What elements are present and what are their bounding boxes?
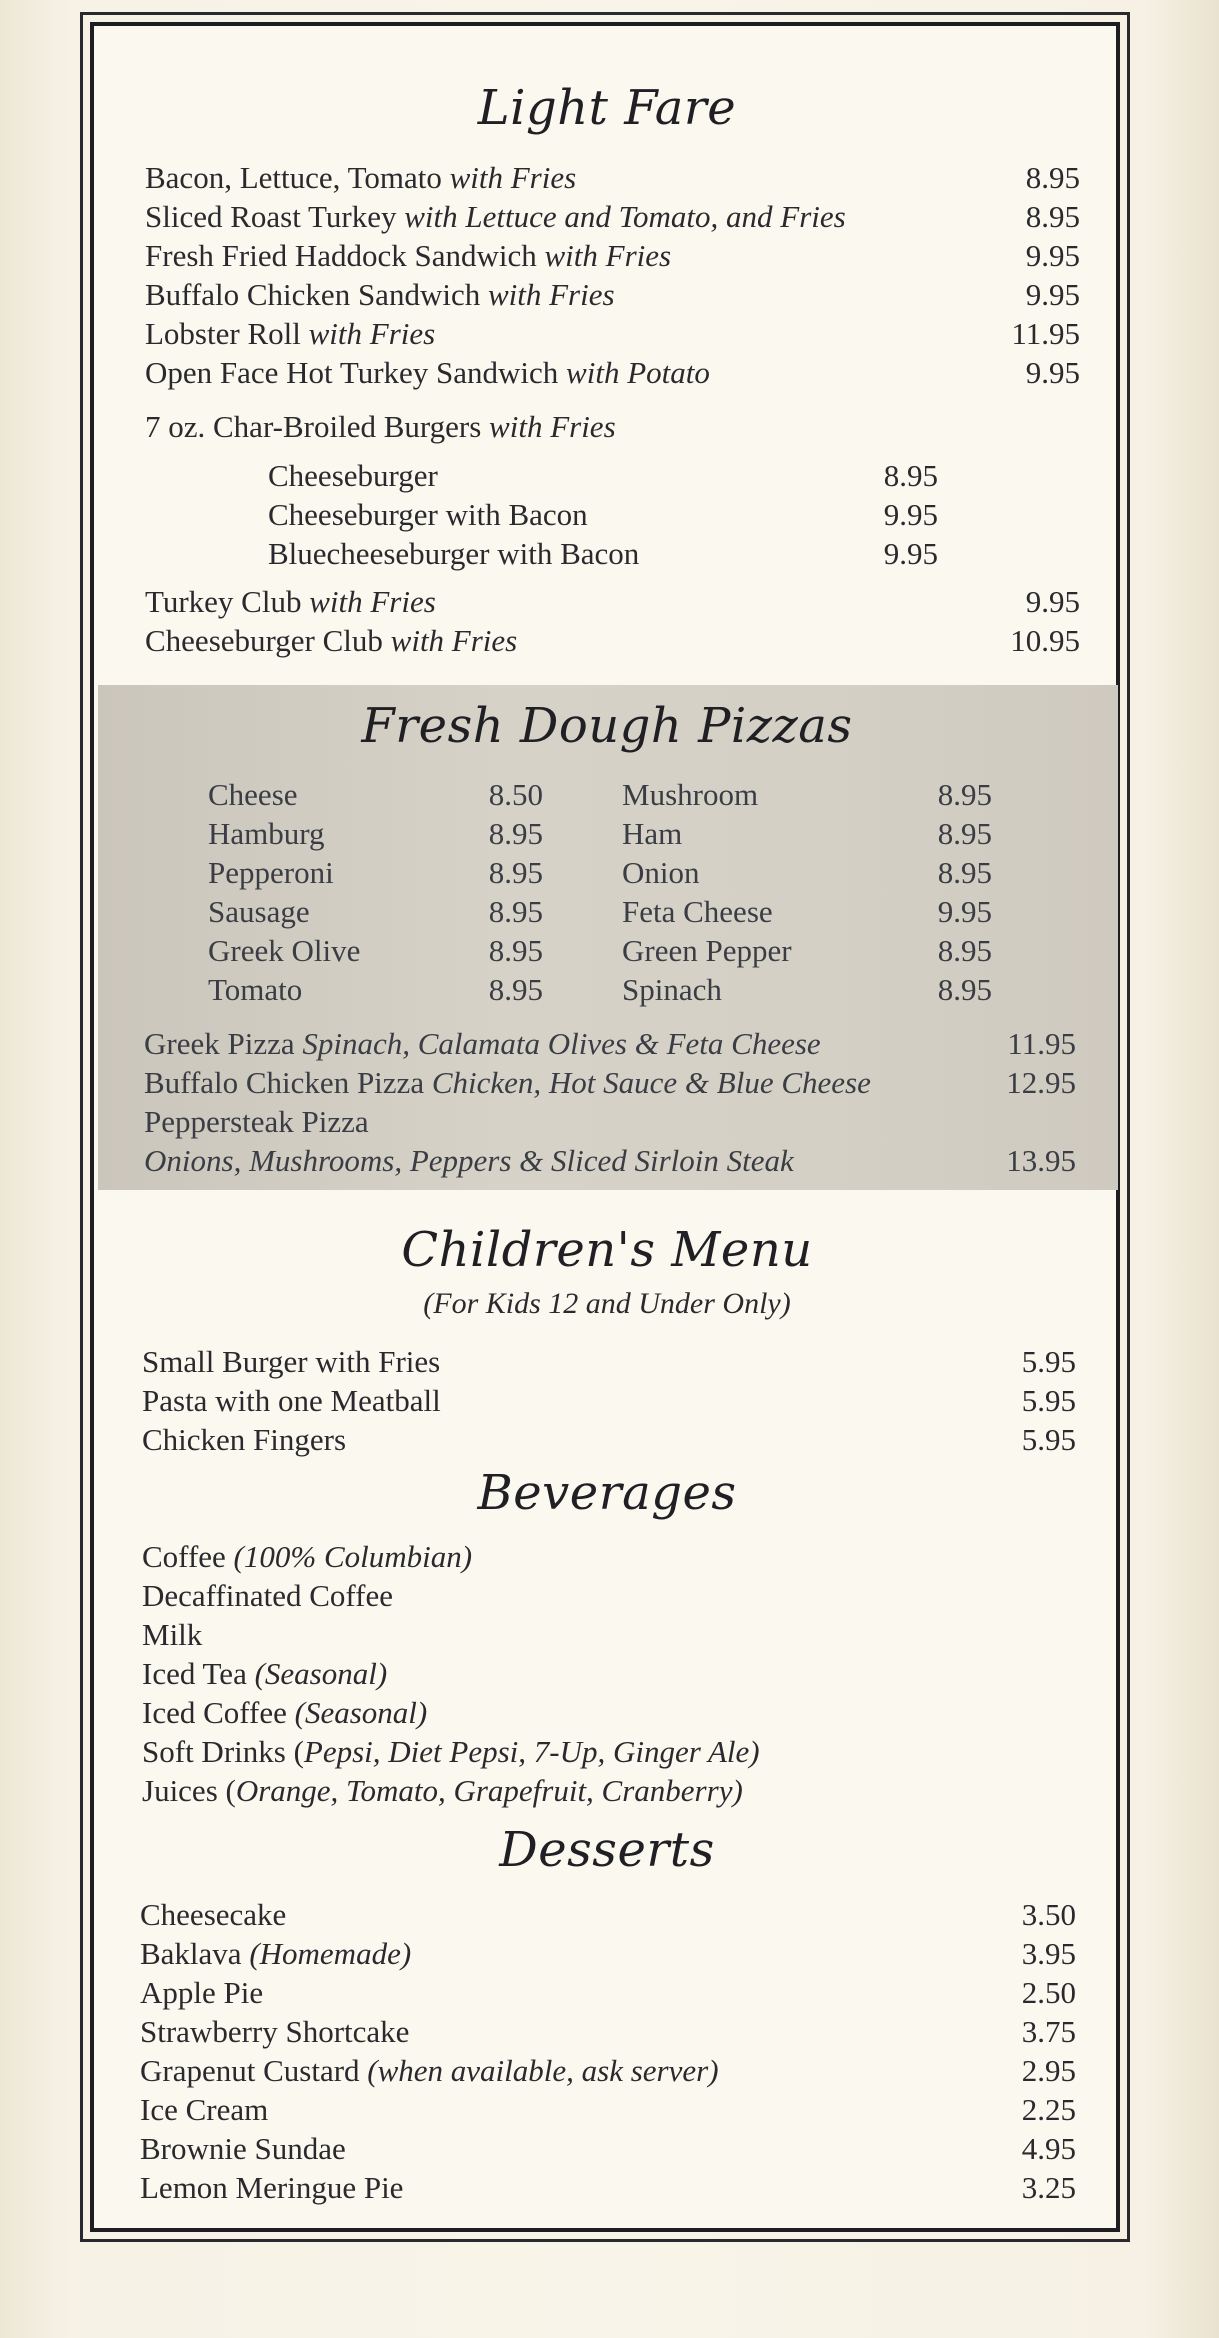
item-name: Pasta with one Meatball [142,1383,441,1418]
beverage-item [142,1655,387,1693]
item-desc: Onions, Mushrooms, Peppers & Sliced Sirloin Steak [144,1143,794,1178]
item-price: 8.95 [937,972,992,1007]
peppersteak-pizza-desc [144,1142,1076,1180]
beverage-item [142,1538,472,1576]
item-name: Coffee [142,1539,226,1574]
item-name: Apple Pie [140,1975,264,2010]
item-desc: with Fries [449,160,577,195]
menu-item [142,1421,1076,1459]
item-name: Peppersteak Pizza [144,1104,369,1139]
item-desc: (when available, ask server) [367,2053,719,2088]
item-name: Cheesecake [140,1897,287,1932]
item-name: Cheeseburger [268,458,438,493]
light-fare-title: Light Fare [477,80,737,136]
beverage-item [142,1616,202,1654]
item-name: Open Face Hot Turkey Sandwich [145,355,559,390]
item-price: 9.95 [1025,355,1080,390]
item-price: 8.95 [1025,160,1080,195]
item-price: 2.50 [1021,1975,1076,2010]
item-price: 8.95 [937,855,992,890]
item-price: 10.95 [1010,623,1080,658]
item-price: 11.95 [1011,316,1080,351]
item-desc: with Fries [308,316,436,351]
item-name: Cheeseburger Club [145,623,383,658]
specialty-pizza [144,1025,1076,1063]
beverage-item [142,1733,760,1771]
item-price: 9.95 [883,536,938,571]
menu-item [145,198,1080,236]
item-desc: Pepsi, Diet Pepsi, 7-Up, Ginger Ale) [303,1734,760,1769]
menu-item [140,2130,1076,2168]
menu-item [140,2013,1076,2051]
item-name: Cheeseburger with Bacon [268,497,588,532]
item-price: 2.25 [1021,2092,1076,2127]
menu-item [145,159,1080,197]
item-desc: Spinach, Calamata Olives & Feta Cheese [302,1026,821,1061]
item-name: Buffalo Chicken Pizza [144,1065,425,1100]
item-price: 5.95 [1021,1422,1076,1457]
menu-item [142,1343,1076,1381]
item-name: Soft Drinks ( [142,1734,304,1769]
item-price: 8.95 [488,855,543,890]
beverage-item [142,1694,427,1732]
pizza-item [622,932,992,970]
item-desc: with Fries [390,623,518,658]
beverage-item [142,1577,393,1615]
item-name: Grapenut Custard [140,2053,360,2088]
pizza-item [622,776,992,814]
item-desc: with Lettuce and Tomato, and Fries [404,199,846,234]
item-name: Feta Cheese [622,894,773,929]
peppersteak-pizza-name [144,1103,1076,1141]
item-price: 8.95 [488,933,543,968]
item-price: 5.95 [1021,1383,1076,1418]
item-name: Mushroom [622,777,759,812]
menu-item [140,2091,1076,2129]
item-price: 3.95 [1021,1936,1076,1971]
item-desc: (Seasonal) [254,1656,388,1691]
item-name: Sausage [208,894,310,929]
item-name: Lobster Roll [145,316,301,351]
burgers-heading [145,408,1080,446]
pizzas-title: Fresh Dough Pizzas [361,698,853,754]
item-name: Green Pepper [622,933,792,968]
item-name: Sliced Roast Turkey [145,199,397,234]
item-name: Buffalo Chicken Sandwich [145,277,481,312]
item-price: 8.95 [488,894,543,929]
item-name: Bluecheeseburger with Bacon [268,536,640,571]
item-price: 8.50 [488,777,543,812]
item-name: Lemon Meringue Pie [140,2170,404,2205]
item-name: Juices ( [142,1773,236,1808]
item-price: 9.95 [883,497,938,532]
item-name: Milk [142,1617,203,1652]
pizza-item [208,815,543,853]
item-name: Brownie Sundae [140,2131,346,2166]
item-name: Cheese [208,777,298,812]
item-name: Spinach [622,972,722,1007]
item-desc: with Potato [566,355,710,390]
item-price: 8.95 [937,933,992,968]
item-desc: Orange, Tomato, Grapefruit, Cranberry) [235,1773,743,1808]
item-price: 8.95 [1025,199,1080,234]
item-name: Bacon, Lettuce, Tomato [145,160,442,195]
pizza-item [622,815,992,853]
item-name: Greek Olive [208,933,361,968]
item-name: Iced Coffee [142,1695,287,1730]
menu-item [140,1974,1076,2012]
item-name: Ice Cream [140,2092,269,2127]
item-name: Ham [622,816,683,851]
item-name: Baklava [140,1936,242,1971]
item-name: Hamburg [208,816,325,851]
item-name: Iced Tea [142,1656,247,1691]
burger-item [268,496,938,534]
item-name: Greek Pizza [144,1026,295,1061]
desserts-title: Desserts [499,1822,715,1878]
item-price: 3.25 [1021,2170,1076,2205]
item-price: 9.95 [1025,584,1080,619]
burger-item [268,457,938,495]
item-price: 8.95 [488,972,543,1007]
item-price: 12.95 [1006,1065,1076,1100]
item-price: 8.95 [937,777,992,812]
pizza-item [208,932,543,970]
item-price: 11.95 [1007,1026,1076,1061]
item-price: 9.95 [937,894,992,929]
item-name: Fresh Fried Haddock Sandwich [145,238,537,273]
item-price: 9.95 [1025,238,1080,273]
menu-item [145,315,1080,353]
item-price: 3.75 [1021,2014,1076,2049]
item-name: Decaffinated Coffee [142,1578,394,1613]
menu-item [140,1935,1076,1973]
menu-item [145,622,1080,660]
childrens-menu-note: (For Kids 12 and Under Only) [423,1287,791,1320]
item-price: 9.95 [1025,277,1080,312]
pizza-item [208,854,543,892]
beverage-item [142,1772,743,1810]
item-price: 8.95 [883,458,938,493]
pizza-item [622,893,992,931]
pizza-item [208,776,543,814]
menu-item [145,354,1080,392]
item-desc: (Seasonal) [294,1695,428,1730]
item-name: Tomato [208,972,303,1007]
item-name: Strawberry Shortcake [140,2014,410,2049]
item-desc: (Homemade) [249,1936,412,1971]
item-price: 5.95 [1021,1344,1076,1379]
specialty-pizza [144,1064,1076,1102]
burgers-name: 7 oz. Char-Broiled Burgers [145,409,482,444]
item-desc: with Fries [309,584,436,619]
menu-item [142,1382,1076,1420]
item-price: 8.95 [488,816,543,851]
item-name: Small Burger with Fries [142,1344,441,1379]
menu-item [140,2169,1076,2207]
burger-item [268,535,938,573]
item-price: 4.95 [1021,2131,1076,2166]
pizza-item [208,971,543,1009]
item-name: Onion [622,855,700,890]
beverages-title: Beverages [477,1465,737,1521]
menu-item [140,2052,1076,2090]
item-name: Chicken Fingers [142,1422,347,1457]
item-desc: (100% Columbian) [233,1539,473,1574]
item-price: 2.95 [1021,2053,1076,2088]
menu-item [145,237,1080,275]
item-price: 8.95 [937,816,992,851]
menu-item [145,276,1080,314]
burgers-desc: with Fries [489,409,616,444]
menu-item [145,583,1080,621]
item-price: 13.95 [1006,1143,1076,1178]
pizza-item [622,854,992,892]
item-desc: with Fries [544,238,672,273]
menu-item [140,1896,1076,1934]
item-name: Turkey Club [145,584,302,619]
childrens-menu-title: Children's Menu [401,1222,813,1278]
item-price: 3.50 [1021,1897,1076,1932]
item-desc: with Fries [487,277,615,312]
pizza-item [622,971,992,1009]
item-desc: Chicken, Hot Sauce & Blue Cheese [431,1065,871,1100]
item-name: Pepperoni [208,855,334,890]
pizza-item [208,893,543,931]
